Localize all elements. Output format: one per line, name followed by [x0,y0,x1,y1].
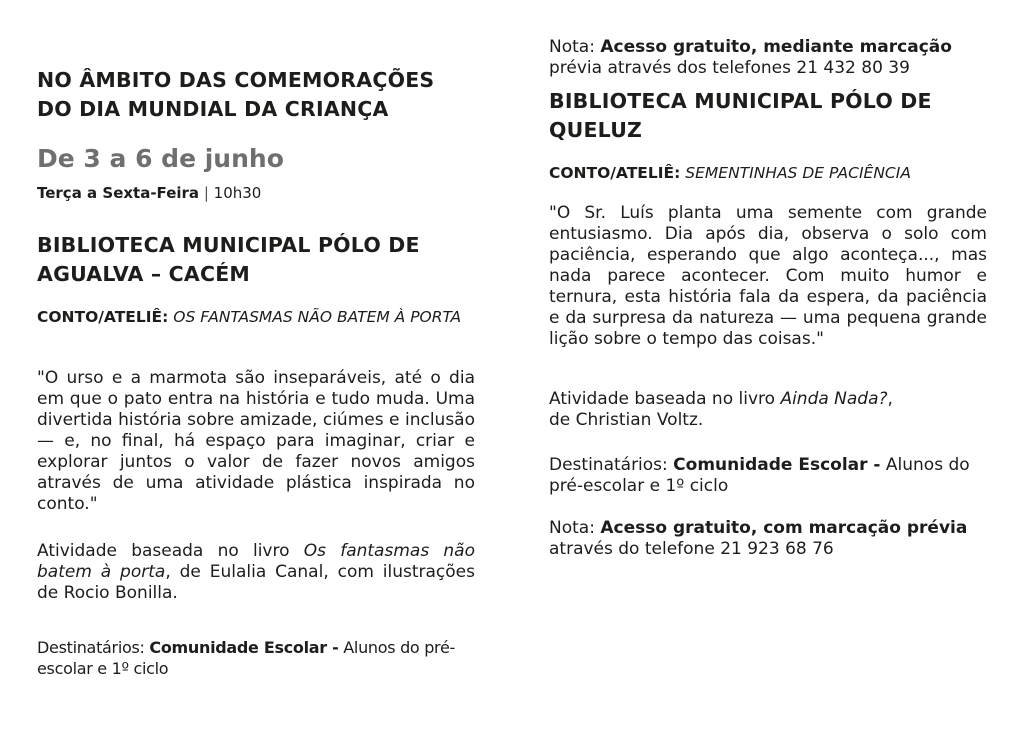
activity-label: CONTO/ATELIÊ: [549,164,681,182]
audience-rest: Alunos do pré-escolar e 1º ciclo [549,455,970,496]
schedule-days: Terça a Sexta-Feira [37,184,200,202]
top-note-bold: Acesso gratuito, mediante marcação [600,37,952,57]
library-line: QUELUZ [549,118,643,142]
library-line: BIBLIOTECA MUNICIPAL PÓLO DE [549,89,932,113]
intro-heading [37,66,475,124]
top-note-rest: prévia através dos telefones 21 432 80 39 [549,58,910,78]
schedule-separator: | [203,184,209,202]
library-line: AGUALVA – CACÉM [37,262,251,286]
audience-paragraph [549,455,987,497]
top-note-label: Nota: [549,37,601,57]
based-line2: de Christian Voltz. [549,410,704,430]
library-line: BIBLIOTECA MUNICIPAL PÓLO DE [37,233,420,257]
intro-line: NO ÂMBITO DAS COMEMORAÇÕES [37,68,435,92]
schedule [37,183,475,203]
audience-rest: Alunos do pré-escolar e 1º ciclo [37,638,456,678]
based-on-paragraph [549,389,987,431]
top-note [549,37,987,79]
book-title: Ainda Nada? [780,389,888,409]
activity-title: OS FANTASMAS NÃO BATEM À PORTA [173,308,462,326]
based-suffix: , [887,389,893,409]
intro-line: DO DIA MUNDIAL DA CRIANÇA [37,97,389,121]
audience-label: Destinatários: [37,638,150,657]
audience-paragraph [37,637,475,679]
based-on-paragraph [37,541,475,604]
date-heading: De 3 a 6 de junho [37,144,284,173]
library-heading [549,87,987,145]
schedule-time: 10h30 [213,184,262,202]
note-label: Nota: [549,518,601,538]
note-rest: através do telefone 21 923 68 76 [549,539,834,559]
activity-label: CONTO/ATELIÊ: [37,308,169,326]
activity-heading [549,162,987,184]
quote-paragraph: "O urso e a marmota são inseparáveis, até o dia em que o pato entra na história e tudo muda. Uma divertida história sobre amizade, ciúmes e inclusão — e, no final, há espaço para imaginar, criar e explorar juntos o valor de fazer novos amigos através de uma atividade plástica inspirada no conto." [37,368,475,514]
based-suffix: , de Eulalia Canal, com ilustrações de Rocio Bonilla. [37,562,475,603]
activity-heading [37,306,475,328]
quote-paragraph: "O Sr. Luís planta uma semente com grande entusiasmo. Dia após dia, observa o solo com paciência, esperando que algo aconteça..., mas nada parece acontecer. Com muito humor e ternura, esta história fala da espera, da paciência e da surpresa da natureza — uma pequena grande lição sobre o tempo das coisas." [549,203,987,349]
bottom-note [549,518,987,560]
book-title: Os fantasmas não batem à porta [37,541,475,582]
activity-title: SEMENTINHAS DE PACIÊNCIA [685,164,911,182]
library-heading [37,231,475,289]
audience-bold: Comunidade Escolar - [149,638,339,657]
note-bold: Acesso gratuito, com marcação prévia [600,518,968,538]
based-prefix: Atividade baseada no livro [549,389,781,409]
audience-bold: Comunidade Escolar - [673,455,881,475]
based-prefix: Atividade baseada no livro [37,541,304,561]
audience-label: Destinatários: [549,455,674,475]
